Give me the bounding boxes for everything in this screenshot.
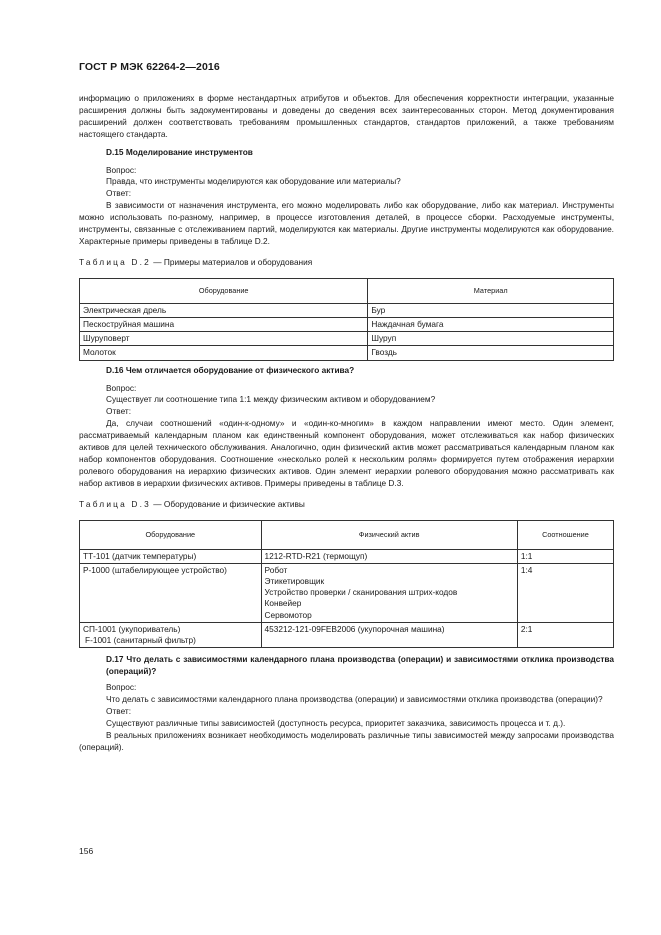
table-row bbox=[80, 346, 614, 360]
asset-item: Этикетировщик bbox=[264, 575, 325, 586]
d17-answer-1: Существуют различные типы зависимостей (доступность ресурса, приоритет заказчика, зависимость процесса и т. д.). bbox=[106, 717, 566, 728]
d16-question: Существует ли соотношение типа 1:1 между физическим активом и оборудованием? bbox=[106, 394, 436, 405]
table-d3 bbox=[79, 520, 614, 649]
asset-item: Сервомотор bbox=[264, 609, 312, 620]
table-d2-header-material: Материал bbox=[368, 278, 614, 303]
table-d3-caption-text: — Оборудование и физические активы bbox=[150, 498, 305, 509]
table-d3-header-asset: Физический актив bbox=[261, 520, 517, 549]
table-d2-caption-prefix: Таблица D.2 bbox=[79, 256, 151, 267]
table-row bbox=[80, 303, 614, 317]
section-d17-title: D.17 Что делать с зависимостями календарного плана производства (операции) и зависимостями отклика производства (операций)? bbox=[106, 654, 614, 677]
asset-item: Робот bbox=[264, 564, 288, 575]
asset-item: 453212-121-09FEB2006 (укупорочная машина) bbox=[264, 623, 445, 634]
table-cell: 2:1 bbox=[517, 622, 613, 647]
table-row bbox=[80, 332, 614, 346]
table-d3-caption-prefix: Таблица D.3 bbox=[79, 498, 151, 509]
d15-question: Правда, что инструменты моделируются как оборудование или материалы? bbox=[106, 176, 401, 187]
table-cell bbox=[80, 622, 262, 647]
table-row bbox=[80, 549, 614, 563]
table-cell bbox=[261, 549, 517, 563]
section-d16-title: D.16 Чем отличается оборудование от физического актива? bbox=[106, 364, 355, 375]
d15-answer: В зависимости от назначения инструмента, его можно моделировать либо как оборудование, либо как материал. Инструменты можно использовать по-разному, например, в процессе изготовления деталей, в процессе сборки. Расходуемые инструменты, инструменты, связанные с отслеживанием партий, моделируются как материалы. Другие инструменты моделируются как оборудование. Характерные примеры приведены в таблице D.2. bbox=[79, 200, 614, 246]
table-row bbox=[80, 317, 614, 331]
table-d2 bbox=[79, 278, 614, 361]
table-cell: Шуруповерт bbox=[80, 332, 368, 346]
table-cell bbox=[80, 563, 262, 622]
d15-answer-label: Ответ: bbox=[106, 188, 132, 199]
d16-answer-label: Ответ: bbox=[106, 406, 132, 417]
asset-item: 1212-RTD-R21 (термощуп) bbox=[264, 550, 368, 561]
equipment-item: СП-1001 (укупориватель) bbox=[83, 623, 181, 634]
equipment-item: Р-1000 (штабелирующее устройство) bbox=[83, 564, 227, 575]
table-cell: Пескоструйная машина bbox=[80, 317, 368, 331]
intro-paragraph: информацию о приложениях в форме нестандартных атрибутов и объектов. Для обеспечения корректности интеграции, указанные расширения должны быть задокументированы и доведены до сведения всех заинтересованных сторон. Метод документирования расширений должен соответствовать требованиям промышленных стандартов, стандартов приложений, а также требованиям настоящего стандарта. bbox=[79, 93, 614, 139]
table-cell: Шуруп bbox=[368, 332, 614, 346]
table-d2-caption bbox=[79, 257, 614, 269]
table-cell: 1:4 bbox=[517, 563, 613, 622]
table-cell: 1:1 bbox=[517, 549, 613, 563]
asset-item: Устройство проверки / сканирования штрих-кодов bbox=[264, 587, 458, 598]
table-d2-caption-text: — Примеры материалов и оборудования bbox=[150, 256, 313, 267]
asset-item: Конвейер bbox=[264, 598, 302, 609]
page-number: 156 bbox=[79, 846, 94, 856]
page-content bbox=[79, 93, 614, 753]
table-cell: Бур bbox=[368, 303, 614, 317]
table-cell: Гвоздь bbox=[368, 346, 614, 360]
table-d2-header-equipment: Оборудование bbox=[80, 278, 368, 303]
d17-question: Что делать с зависимостями календарного плана производства (операции) и зависимостями отклика производства (операции)? bbox=[106, 693, 603, 704]
table-cell: Молоток bbox=[80, 346, 368, 360]
table-d3-header-ratio: Соотношение bbox=[517, 520, 613, 549]
table-row bbox=[80, 563, 614, 622]
equipment-item: F-1001 (санитарный фильтр) bbox=[85, 634, 196, 645]
d17-answer-2: В реальных приложениях возникает необходимость моделировать различные типы зависимостей между запросами производства (операций). bbox=[79, 729, 614, 752]
table-cell bbox=[261, 622, 517, 647]
d16-question-label: Вопрос: bbox=[106, 382, 137, 393]
d15-question-label: Вопрос: bbox=[106, 164, 137, 175]
table-cell bbox=[261, 563, 517, 622]
d17-answer-label: Ответ: bbox=[106, 705, 132, 716]
table-d3-header-equipment: Оборудование bbox=[80, 520, 262, 549]
table-cell: Наждачная бумага bbox=[368, 317, 614, 331]
equipment-item: ТТ-101 (датчик температуры) bbox=[83, 550, 197, 561]
d17-question-label: Вопрос: bbox=[106, 682, 137, 692]
standard-header: ГОСТ Р МЭК 62264-2—2016 bbox=[79, 61, 220, 73]
section-d15-title: D.15 Моделирование инструментов bbox=[106, 146, 253, 157]
table-cell: Электрическая дрель bbox=[80, 303, 368, 317]
table-d3-caption bbox=[79, 499, 614, 511]
table-cell bbox=[80, 549, 262, 563]
table-row bbox=[80, 622, 614, 647]
d16-answer: Да, случаи соотношений «один-к-одному» и «один-ко-многим» в каждом направлении имеют место. Один элемент, рассматриваемый календарным планом как единственный компонент оборудования, может отслеживаться как набор физических активов для целей технического обслуживания. Аналогично, один физический актив может рассматриваться календарным планом как набор компонентов оборудования. Соотношение «несколько ролей к нескольким ролям» формируется путем отображения иерархии ролевого оборудования на иерархию физических активов. Один элемент иерархии ролевого оборудования можно рассматривать как набор активов в иерархии физических активов. Примеры приведены в таблице D.3. bbox=[79, 418, 614, 488]
